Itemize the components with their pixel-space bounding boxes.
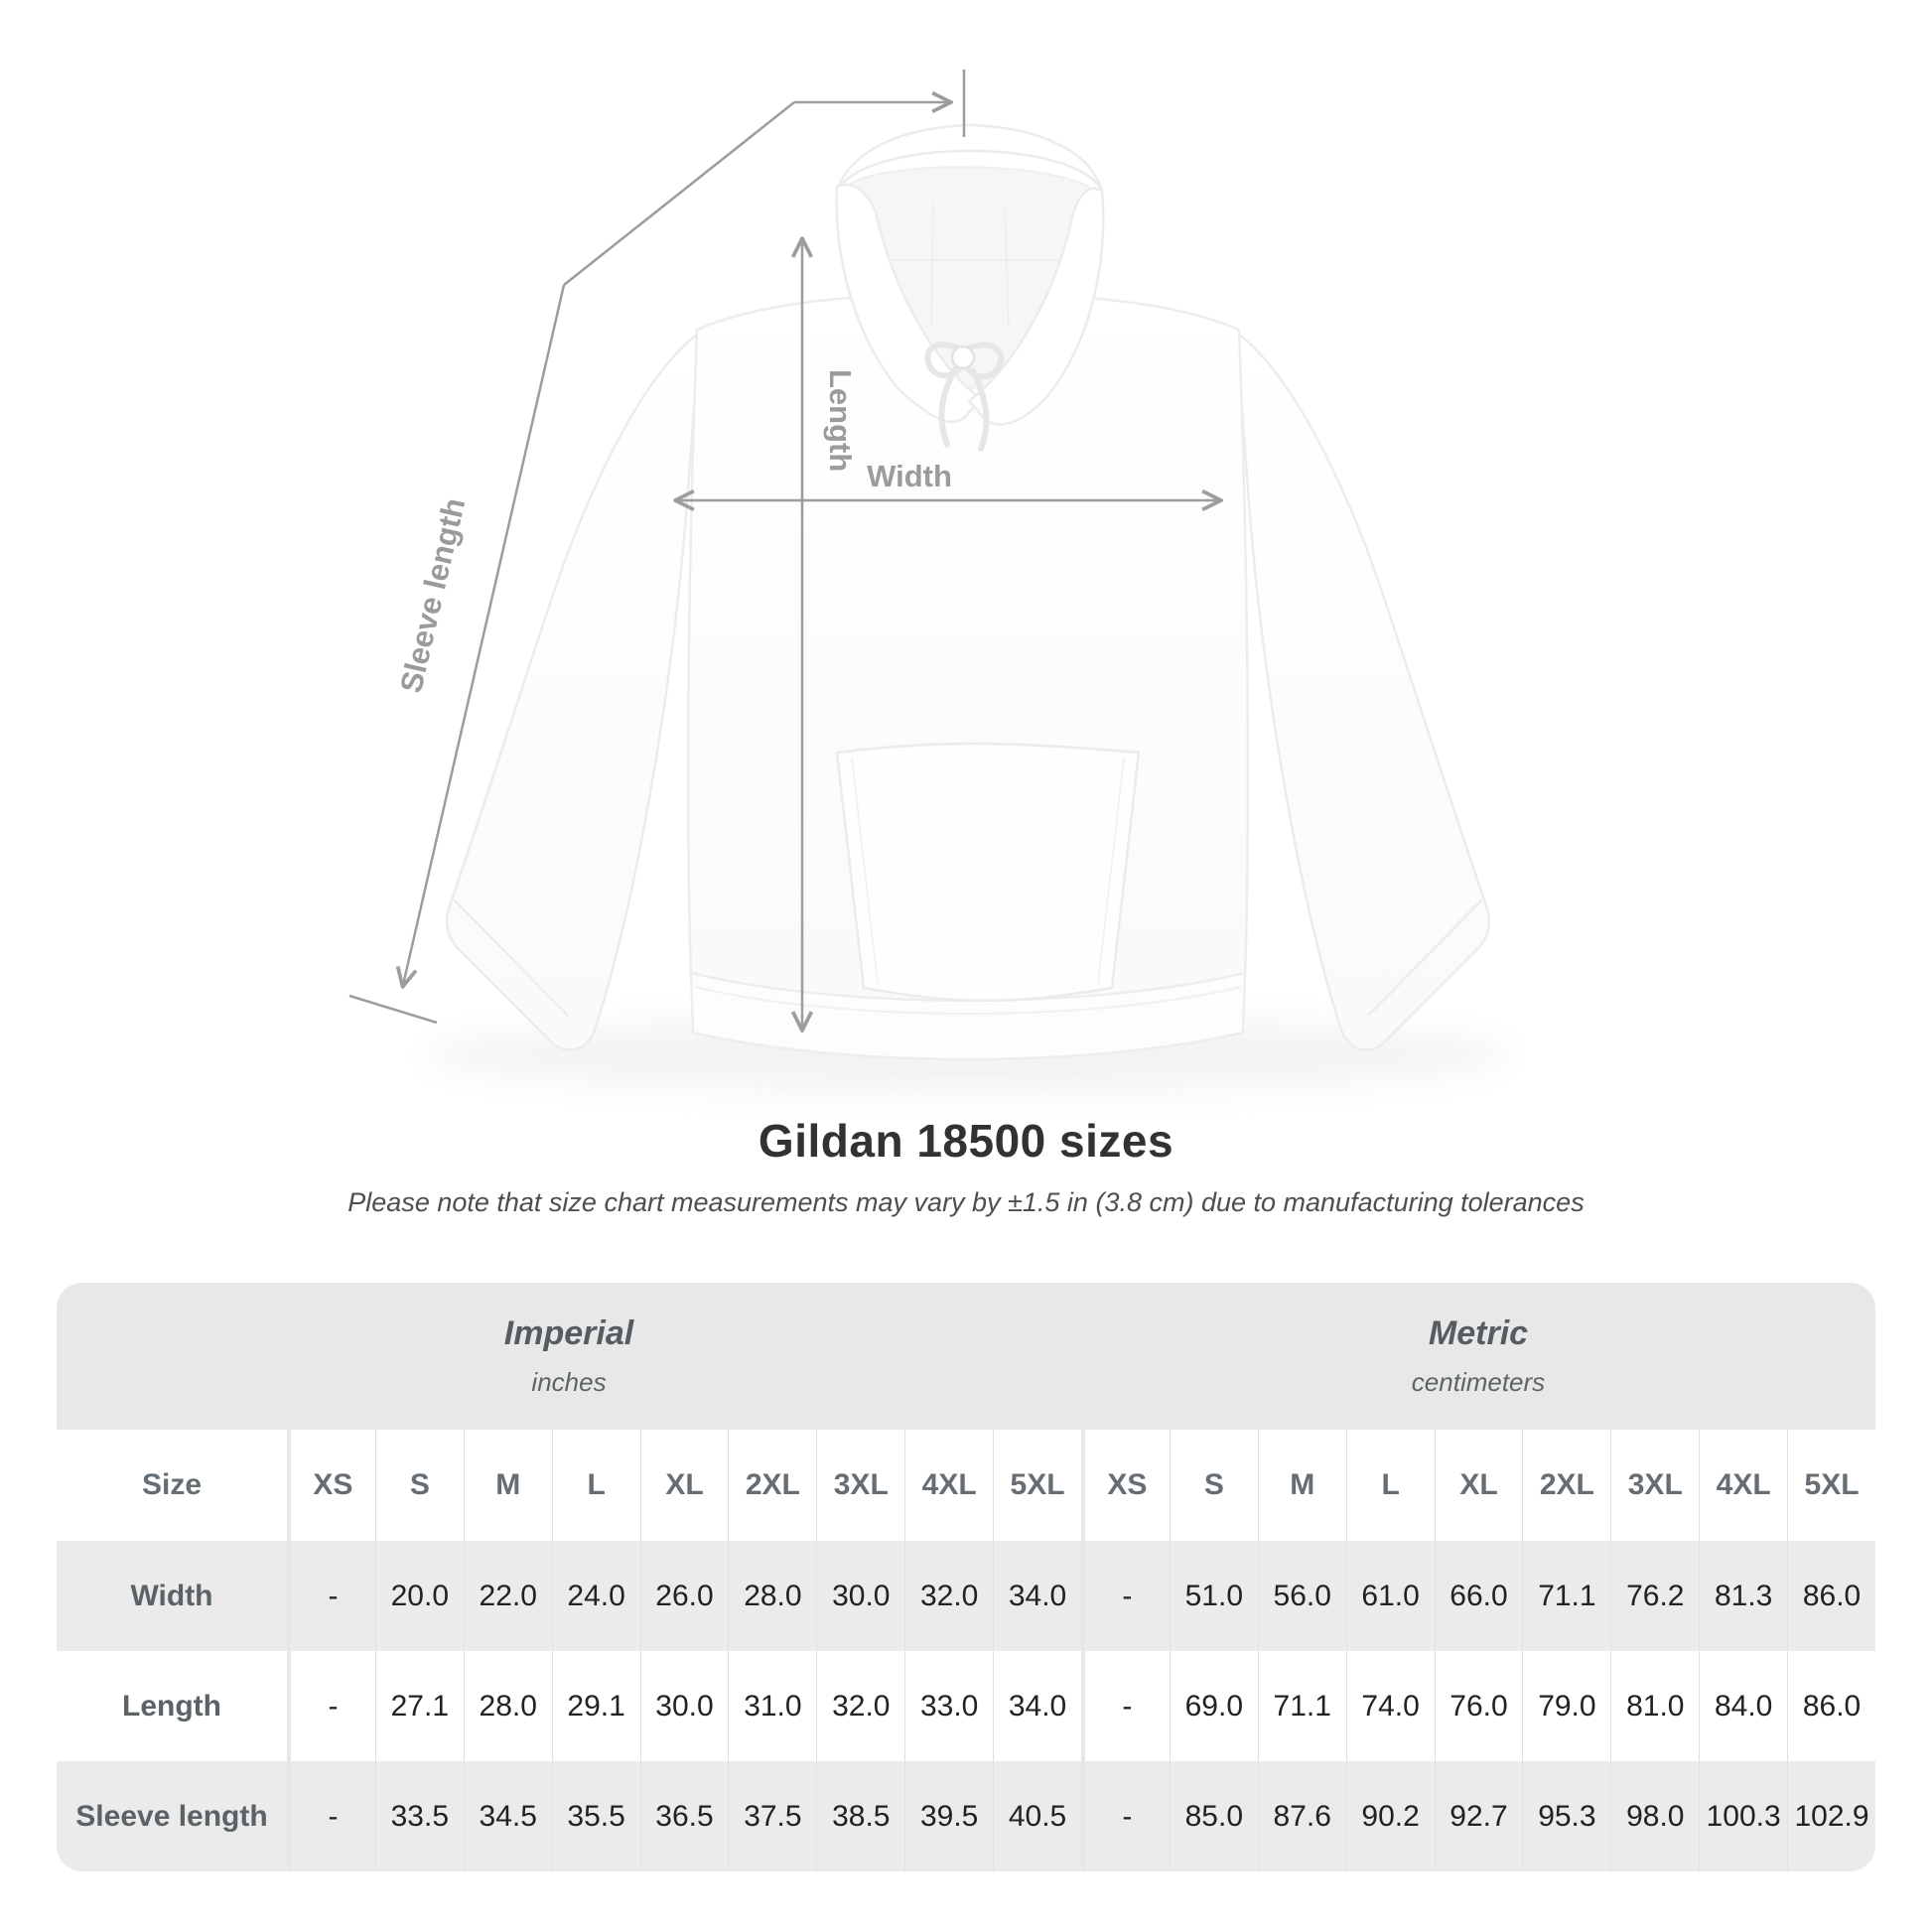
value-cell: 69.0 [1170, 1651, 1258, 1761]
value-cell: 33.0 [904, 1651, 993, 1761]
value-cell: 81.3 [1699, 1541, 1787, 1651]
value-cell: 71.1 [1522, 1541, 1610, 1651]
value-cell: 66.0 [1435, 1541, 1523, 1651]
value-cell: 76.2 [1610, 1541, 1699, 1651]
value-cell: 95.3 [1522, 1761, 1610, 1871]
imperial-group-name: Imperial [503, 1314, 634, 1352]
size-header: L [1346, 1430, 1435, 1541]
sleeve-length-dimension-label: Sleeve length [393, 494, 473, 696]
size-header: 3XL [816, 1430, 904, 1541]
imperial-group-header [57, 1283, 1081, 1430]
size-header: L [552, 1430, 640, 1541]
value-cell: 102.9 [1787, 1761, 1875, 1871]
value-cell: 32.0 [904, 1541, 993, 1651]
value-cell: 51.0 [1170, 1541, 1258, 1651]
row-label: Length [122, 1689, 221, 1723]
value-cell: 86.0 [1787, 1651, 1875, 1761]
table-row-width [57, 1541, 1875, 1651]
unit-group-band [57, 1283, 1875, 1430]
size-header: S [1170, 1430, 1258, 1541]
value-cell: 61.0 [1346, 1541, 1435, 1651]
value-cell: - [1081, 1541, 1170, 1651]
size-header: 4XL [904, 1430, 993, 1541]
size-header: 5XL [993, 1430, 1081, 1541]
value-cell: 36.5 [640, 1761, 729, 1871]
value-cell: 33.5 [375, 1761, 464, 1871]
size-column-header: Size [141, 1468, 203, 1501]
value-cell: 100.3 [1699, 1761, 1787, 1871]
value-cell: 29.1 [552, 1651, 640, 1761]
size-header: XS [287, 1430, 375, 1541]
row-label: Sleeve length [75, 1799, 268, 1833]
value-cell: - [1081, 1651, 1170, 1761]
value-cell: 84.0 [1699, 1651, 1787, 1761]
hoodie-image [447, 125, 1489, 1059]
size-header: 3XL [1610, 1430, 1699, 1541]
value-cell: 34.0 [993, 1541, 1081, 1651]
size-header: M [1258, 1430, 1346, 1541]
value-cell: 24.0 [552, 1541, 640, 1651]
metric-group-name: Metric [1428, 1314, 1529, 1352]
value-cell: 79.0 [1522, 1651, 1610, 1761]
size-header: XL [640, 1430, 729, 1541]
value-cell: 98.0 [1610, 1761, 1699, 1871]
row-label: Width [130, 1579, 213, 1612]
value-cell: 92.7 [1435, 1761, 1523, 1871]
table-row-length [57, 1651, 1875, 1761]
size-header: S [375, 1430, 464, 1541]
value-cell: 20.0 [375, 1541, 464, 1651]
value-cell: 32.0 [816, 1651, 904, 1761]
value-cell: 37.5 [728, 1761, 816, 1871]
value-cell: 31.0 [728, 1651, 816, 1761]
sleeve-end-tick-bottom [349, 996, 437, 1023]
size-header: 4XL [1699, 1430, 1787, 1541]
size-header: 5XL [1787, 1430, 1875, 1541]
value-cell: 81.0 [1610, 1651, 1699, 1761]
metric-group-unit: centimeters [1411, 1367, 1546, 1397]
value-cell: 30.0 [640, 1651, 729, 1761]
value-cell: 28.0 [464, 1651, 552, 1761]
value-cell: 26.0 [640, 1541, 729, 1651]
page-title: Gildan 18500 sizes [758, 1115, 1174, 1167]
value-cell: 22.0 [464, 1541, 552, 1651]
value-cell: 35.5 [552, 1761, 640, 1871]
value-cell: 39.5 [904, 1761, 993, 1871]
value-cell: - [287, 1651, 375, 1761]
value-cell: 71.1 [1258, 1651, 1346, 1761]
width-dimension-label: Width [867, 459, 952, 493]
table-row-sleeve-length [57, 1761, 1875, 1871]
size-header: M [464, 1430, 552, 1541]
length-dimension-label: Length [823, 369, 858, 473]
size-table [57, 1283, 1875, 1871]
tolerance-note: Please note that size chart measurements may vary by ±1.5 in (3.8 cm) due to manufacturing tolerances [347, 1187, 1585, 1217]
value-cell: 34.5 [464, 1761, 552, 1871]
size-header: XS [1081, 1430, 1170, 1541]
value-cell: 30.0 [816, 1541, 904, 1651]
value-cell: 56.0 [1258, 1541, 1346, 1651]
value-cell: - [1081, 1761, 1170, 1871]
size-header: 2XL [1522, 1430, 1610, 1541]
value-cell: 76.0 [1435, 1651, 1523, 1761]
size-header-row [57, 1430, 1875, 1541]
value-cell: 90.2 [1346, 1761, 1435, 1871]
value-cell: 85.0 [1170, 1761, 1258, 1871]
imperial-group-unit: inches [531, 1367, 607, 1397]
value-cell: 28.0 [728, 1541, 816, 1651]
value-cell: 34.0 [993, 1651, 1081, 1761]
size-header: 2XL [728, 1430, 816, 1541]
value-cell: 74.0 [1346, 1651, 1435, 1761]
value-cell: - [287, 1761, 375, 1871]
size-header: XL [1435, 1430, 1523, 1541]
metric-group-header [1081, 1283, 1875, 1430]
value-cell: 38.5 [816, 1761, 904, 1871]
sleeve-line-upper [564, 102, 794, 285]
value-cell: 86.0 [1787, 1541, 1875, 1651]
value-cell: 40.5 [993, 1761, 1081, 1871]
value-cell: - [287, 1541, 375, 1651]
value-cell: 27.1 [375, 1651, 464, 1761]
value-cell: 87.6 [1258, 1761, 1346, 1871]
